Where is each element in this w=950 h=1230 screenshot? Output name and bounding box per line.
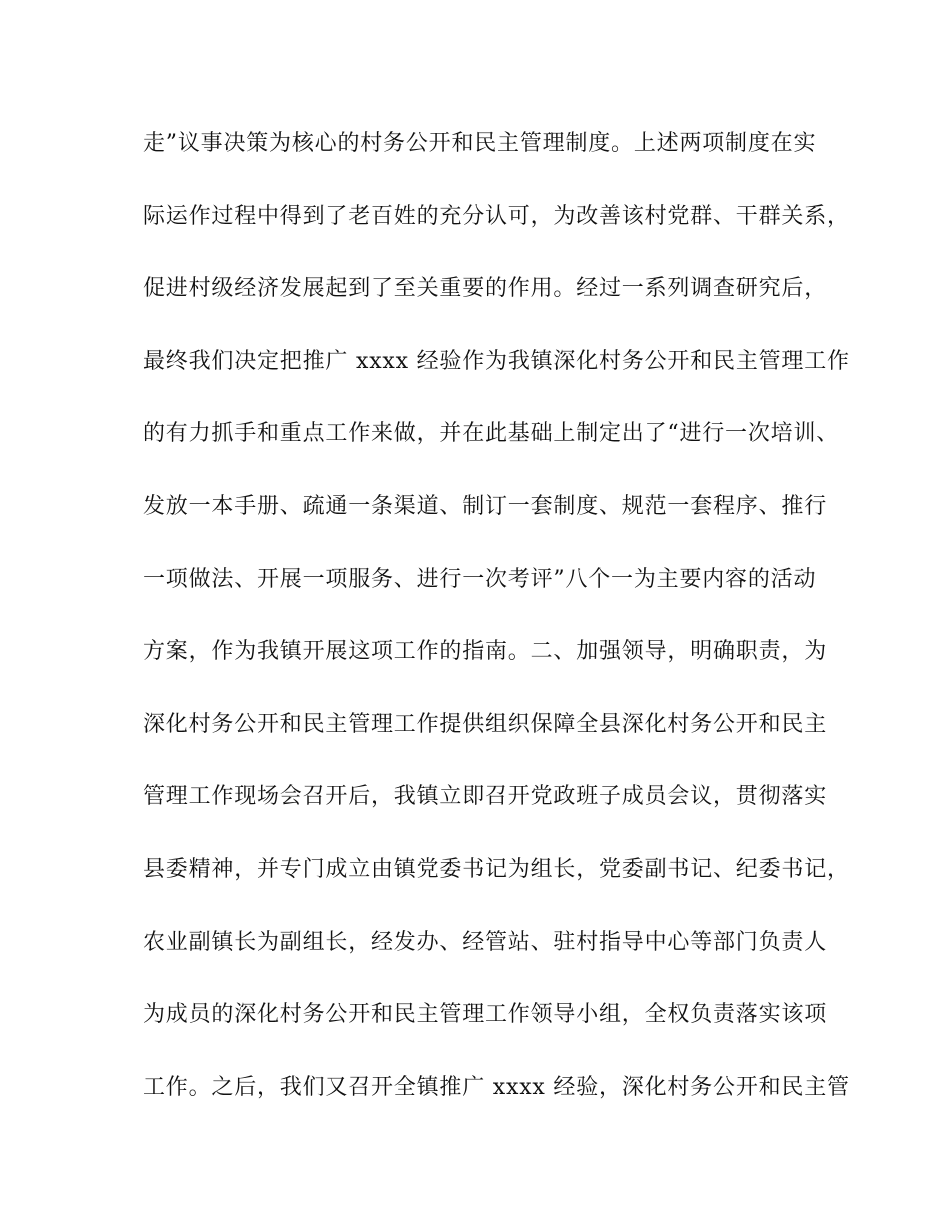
body-text [143, 124, 850, 1140]
text-line: 为成员的深化村务公开和民主管理工作领导小组，全权负责落实该项 [143, 1002, 828, 1028]
text-line: 县委精神，并专门成立由镇党委书记为组长，党委副书记、纪委书记， [143, 856, 850, 882]
text-line: 深化村务公开和民主管理工作提供组织保障全县深化村务公开和民主 [143, 711, 828, 737]
text-line: 方案，作为我镇开展这项工作的指南。二、加强领导，明确职责，为 [143, 639, 828, 665]
text-line: 促进村级经济发展起到了至关重要的作用。经过一系列调查研究后， [143, 276, 828, 302]
text-line: 农业副镇长为副组长，经发办、经管站、驻村指导中心等部门负责人 [143, 929, 828, 955]
text-line: 最终我们决定把推广 xxxx 经验作为我镇深化村务公开和民主管理工作 [143, 348, 850, 374]
text-line: 工作。之后，我们又召开全镇推广 xxxx 经验，深化村务公开和民主管 [143, 1074, 850, 1100]
text-line: 发放一本手册、疏通一条渠道、制订一套制度、规范一套程序、推行 [143, 493, 828, 519]
text-line: 管理工作现场会召开后，我镇立即召开党政班子成员会议，贯彻落实 [143, 784, 828, 810]
text-line: 一项做法、开展一项服务、进行一次考评”八个一为主要内容的活动 [143, 566, 817, 592]
text-line: 走”议事决策为核心的村务公开和民主管理制度。上述两项制度在实 [143, 131, 817, 156]
text-line: 的有力抓手和重点工作来做，并在此基础上制定出了“进行一次培训、 [143, 421, 840, 447]
text-line: 际运作过程中得到了老百姓的充分认可，为改善该村党群、干群关系， [143, 203, 850, 229]
